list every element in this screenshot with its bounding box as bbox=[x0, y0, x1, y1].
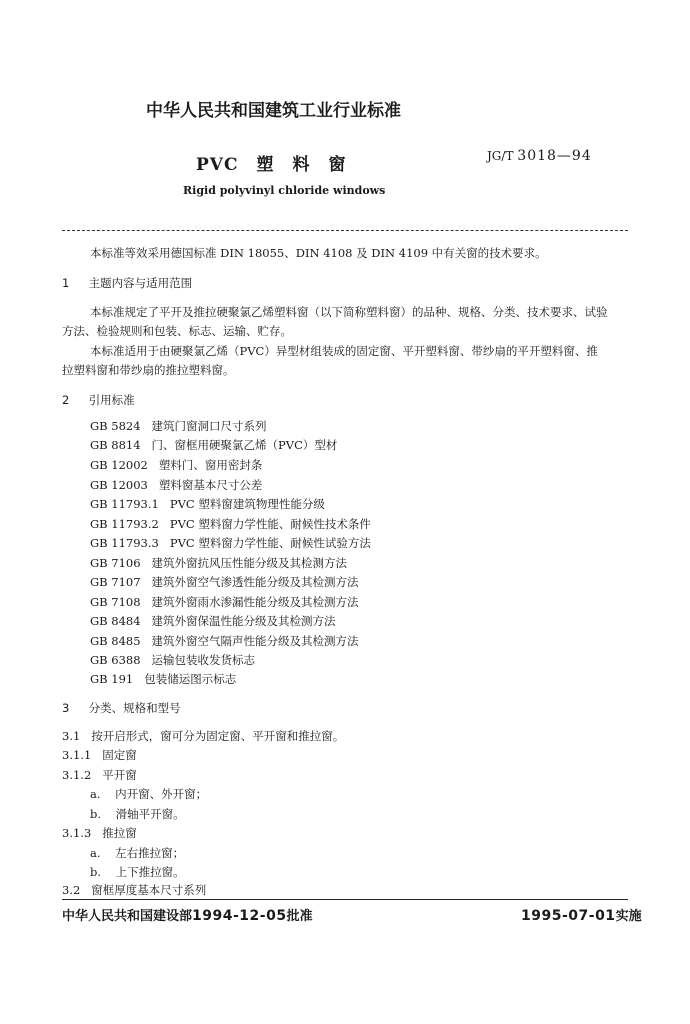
title-char-1: 塑 bbox=[256, 155, 275, 175]
reference-code: GB 12003 bbox=[90, 478, 148, 492]
reference-code: GB 6388 bbox=[90, 653, 141, 667]
reference-title: 运输包装收发货标志 bbox=[151, 653, 256, 667]
reference-code: GB 5824 bbox=[90, 419, 141, 433]
section-1-para2-line1: 本标准适用于由硬聚氯乙烯（PVC）异型材组装成的固定窗、平开塑料窗、带纱扇的平开塑料窗、推 bbox=[90, 344, 598, 358]
standard-number-value: 3018—94 bbox=[517, 148, 592, 164]
section-1-title: 主题内容与适用范围 bbox=[88, 276, 193, 290]
english-title: Rigid polyvinyl chloride windows bbox=[183, 184, 386, 197]
footer-impl-date: 1995-07-01 bbox=[521, 908, 616, 924]
title-char-3: 窗 bbox=[328, 155, 347, 175]
intro-text: 本标准等效采用德国标准 DIN 18055、DIN 4108 及 DIN 4109 中有关窗的技术要求。 bbox=[90, 246, 547, 260]
reference-item bbox=[90, 535, 371, 551]
reference-item bbox=[90, 574, 359, 590]
clause-text: 平开窗 bbox=[102, 768, 137, 782]
reference-item bbox=[90, 437, 337, 453]
reference-code: GB 11793.3 bbox=[90, 536, 159, 550]
clause-text: 固定窗 bbox=[102, 748, 137, 762]
reference-code: GB 12002 bbox=[90, 458, 148, 472]
reference-title: 建筑外窗雨水渗漏性能分级及其检测方法 bbox=[151, 595, 359, 609]
footer-implementation bbox=[521, 905, 642, 924]
clause-text: 窗框厚度基本尺寸系列 bbox=[91, 883, 207, 897]
clause-text: 按开启形式，窗可分为固定窗、平开窗和推拉窗。 bbox=[91, 729, 345, 743]
reference-code: GB 191 bbox=[90, 672, 134, 686]
clause-number: 3.1.2 bbox=[62, 768, 92, 782]
reference-item bbox=[90, 418, 267, 434]
reference-code: GB 11793.2 bbox=[90, 517, 159, 531]
clause-number: b. bbox=[90, 865, 102, 879]
reference-code: GB 8485 bbox=[90, 634, 141, 648]
clause-number: a. bbox=[90, 846, 101, 860]
publisher-title: 中华人民共和国建筑工业行业标准 bbox=[146, 101, 401, 121]
reference-title: 建筑外窗空气隔声性能分级及其检测方法 bbox=[151, 634, 359, 648]
reference-code: GB 7106 bbox=[90, 556, 141, 570]
clause-item bbox=[62, 882, 206, 898]
standard-number-prefix: JG/T bbox=[487, 149, 514, 163]
clause-text: 推拉窗 bbox=[102, 826, 137, 840]
clause-item bbox=[62, 747, 137, 763]
clause-number: a. bbox=[90, 787, 101, 801]
reference-item bbox=[90, 496, 325, 512]
section-1-number: 1 bbox=[62, 276, 70, 290]
section-1-para1-line1: 本标准规定了平开及推拉硬聚氯乙烯塑料窗（以下简称塑料窗）的品种、规格、分类、技术要求、试验 bbox=[90, 305, 608, 319]
footer-approval bbox=[62, 905, 313, 924]
section-3-heading bbox=[62, 700, 181, 716]
reference-item bbox=[90, 457, 262, 473]
clause-item bbox=[90, 864, 185, 880]
section-1-para2-line2: 拉塑料窗和带纱扇的推拉塑料窗。 bbox=[62, 363, 235, 377]
reference-title: PVC 塑料窗建筑物理性能分级 bbox=[169, 497, 325, 511]
reference-code: GB 8484 bbox=[90, 614, 141, 628]
section-2-title: 引用标准 bbox=[88, 393, 135, 407]
section-3-number: 3 bbox=[62, 701, 70, 715]
reference-title: 包装储运图示标志 bbox=[144, 672, 237, 686]
section-2-number: 2 bbox=[62, 393, 70, 407]
reference-title: 门、窗框用硬聚氯乙烯（PVC）型材 bbox=[151, 438, 338, 452]
reference-title: 建筑外窗空气渗透性能分级及其检测方法 bbox=[151, 575, 359, 589]
footer-impl-label: 实施 bbox=[615, 909, 642, 924]
standard-number bbox=[487, 148, 592, 164]
footer-approve-label: 批准 bbox=[286, 909, 313, 924]
clause-item bbox=[90, 845, 184, 861]
section-2-heading bbox=[62, 392, 135, 408]
reference-item bbox=[90, 477, 262, 493]
footer-issuer: 中华人民共和国建设部 bbox=[62, 909, 193, 924]
clause-item bbox=[62, 728, 344, 744]
clause-text: 内开窗、外开窗； bbox=[115, 787, 208, 801]
clause-number: 3.2 bbox=[62, 883, 81, 897]
reference-code: GB 7108 bbox=[90, 595, 141, 609]
header-divider bbox=[62, 230, 628, 231]
reference-title: 建筑外窗保温性能分级及其检测方法 bbox=[151, 614, 336, 628]
clause-number: 3.1.1 bbox=[62, 748, 92, 762]
clause-text: 滑轴平开窗。 bbox=[115, 807, 185, 821]
clause-number: 3.1 bbox=[62, 729, 81, 743]
reference-title: 建筑外窗抗风压性能分级及其检测方法 bbox=[151, 556, 348, 570]
reference-item bbox=[90, 652, 255, 668]
reference-code: GB 8814 bbox=[90, 438, 141, 452]
clause-number: 3.1.3 bbox=[62, 826, 92, 840]
clause-item bbox=[90, 806, 185, 822]
reference-title: PVC 塑料窗力学性能、耐候性试验方法 bbox=[169, 536, 371, 550]
clause-number: b. bbox=[90, 807, 102, 821]
reference-item bbox=[90, 555, 347, 571]
section-1-para1-line2: 方法、检验规则和包装、标志、运输、贮存。 bbox=[62, 324, 292, 338]
clause-text: 左右推拉窗； bbox=[115, 846, 185, 860]
reference-title: PVC 塑料窗力学性能、耐候性技术条件 bbox=[169, 517, 371, 531]
reference-item bbox=[90, 594, 359, 610]
standard-title bbox=[196, 150, 347, 175]
clause-item bbox=[90, 786, 207, 802]
reference-title: 建筑门窗洞口尺寸系列 bbox=[151, 419, 267, 433]
reference-item bbox=[90, 633, 359, 649]
section-1-heading bbox=[62, 275, 192, 291]
title-char-2: 料 bbox=[292, 155, 311, 175]
reference-title: 塑料窗基本尺寸公差 bbox=[158, 478, 263, 492]
footer-divider bbox=[62, 899, 628, 900]
section-3-title: 分类、规格和型号 bbox=[88, 701, 181, 715]
reference-item bbox=[90, 516, 371, 532]
reference-item bbox=[90, 671, 236, 687]
reference-code: GB 11793.1 bbox=[90, 497, 159, 511]
reference-title: 塑料门、窗用密封条 bbox=[158, 458, 263, 472]
reference-code: GB 7107 bbox=[90, 575, 141, 589]
clause-item bbox=[62, 767, 137, 783]
reference-item bbox=[90, 613, 336, 629]
clause-text: 上下推拉窗。 bbox=[115, 865, 185, 879]
clause-item bbox=[62, 825, 137, 841]
footer-approve-date: 1994-12-05 bbox=[192, 908, 287, 924]
title-pvc: PVC bbox=[196, 155, 239, 175]
